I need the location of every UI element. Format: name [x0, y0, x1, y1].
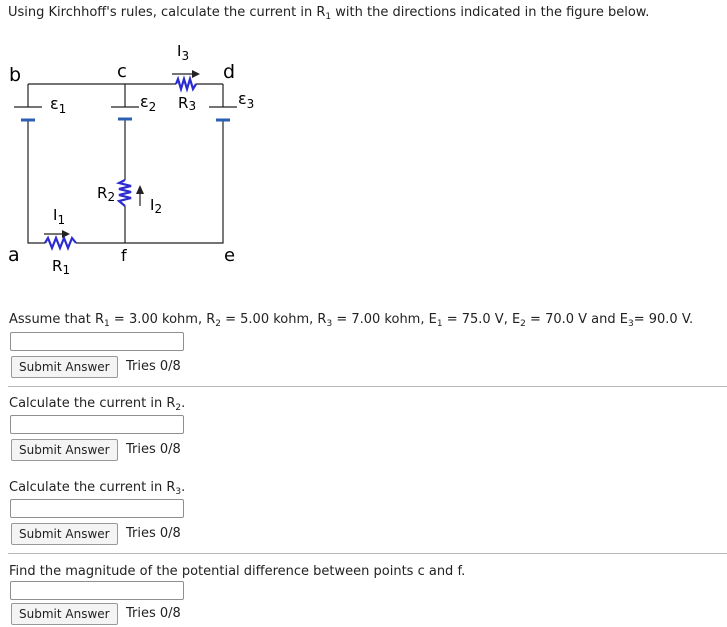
- r3-label: R3: [178, 94, 197, 113]
- circuit-diagram: [0, 40, 290, 290]
- emf2-label: $\varepsilon_2$: [140, 92, 157, 114]
- node-e: e: [224, 245, 236, 266]
- i1-label: $I_1$: [53, 206, 66, 227]
- submit-answer-button-1[interactable]: Submit Answer: [11, 356, 118, 378]
- emf3-label: $\varepsilon_3$: [238, 89, 255, 111]
- node-d: d: [223, 61, 236, 83]
- divider-1: [8, 386, 727, 387]
- resistor-r3: [176, 79, 196, 89]
- answer-input-potential-difference[interactable]: [10, 581, 184, 600]
- divider-2: [8, 553, 727, 554]
- r1-label: $R_1$: [52, 257, 71, 277]
- battery-emf3: [209, 107, 237, 120]
- submit-answer-button-2[interactable]: Submit Answer: [11, 439, 118, 461]
- assumption-text: Assume that $R_1 = 3.00$ kohm, $R_2 = 5.00$ kohm, $R_3 = 7.00$ kohm, $E_1 = 75.0$ V, $E_2 = 70.0$ V and $E_3= 90.0$ V.: [9, 312, 694, 329]
- answer-input-r1-current[interactable]: [10, 332, 184, 351]
- tries-counter-4: Tries 0/8: [126, 606, 181, 621]
- resistor-r1: [45, 238, 76, 248]
- tries-counter-1: Tries 0/8: [126, 359, 181, 374]
- i2-arrow: [136, 185, 144, 206]
- intro-text: Using Kirchhoff's rules, calculate the current in $R_1$ with the directions indicated in the figure below.: [8, 5, 650, 22]
- node-a: a: [8, 244, 20, 266]
- submit-answer-button-3[interactable]: Submit Answer: [11, 523, 118, 545]
- node-c: c: [117, 61, 127, 82]
- question-r2-current: Calculate the current in $R_2$.: [9, 396, 186, 413]
- resistor-r2: [119, 180, 131, 206]
- answer-input-r2-current[interactable]: [10, 415, 184, 434]
- question-r3-current: Calculate the current in $R_3$.: [9, 480, 186, 497]
- node-b: b: [9, 64, 22, 86]
- tries-counter-2: Tries 0/8: [126, 442, 181, 457]
- battery-emf1: [14, 107, 42, 120]
- node-f: f: [121, 246, 127, 265]
- battery-emf2: [111, 107, 139, 119]
- i3-label: $I_3$: [177, 42, 190, 63]
- answer-input-r3-current[interactable]: [10, 499, 184, 518]
- submit-answer-button-4[interactable]: Submit Answer: [11, 603, 118, 625]
- question-potential-difference: Find the magnitude of the potential difference between points c and f.: [9, 564, 466, 579]
- i2-label: $I_2$: [150, 196, 163, 216]
- emf1-label: $\varepsilon_1$: [50, 94, 67, 116]
- i3-arrow: [172, 70, 200, 78]
- r2-label: $R_2$: [97, 184, 116, 204]
- tries-counter-3: Tries 0/8: [126, 526, 181, 541]
